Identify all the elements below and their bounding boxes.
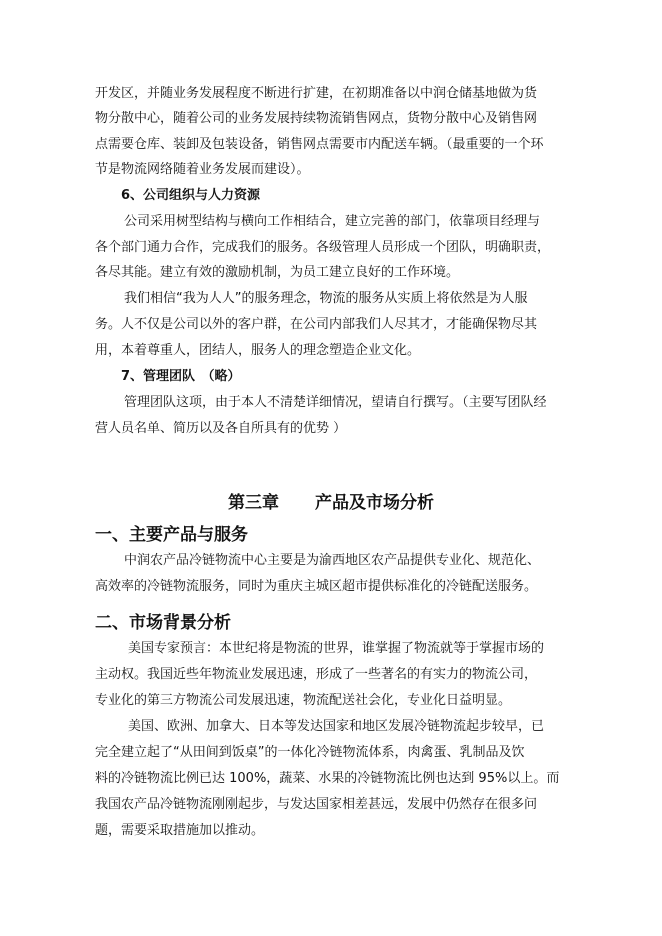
paragraph-line: 我国农产品冷链物流刚刚起步，与发达国家相差甚远，发展中仍然存在很多问	[95, 797, 538, 812]
paragraph-line: 高效率的冷链物流服务，同时为重庆主城区超市提供标准化的冷链配送服务。	[95, 579, 538, 594]
chapter-heading	[0, 488, 662, 513]
paragraph-line: 物分散中心，随着公司的业务发展持续物流销售网点，货物分散中心及销售网	[95, 111, 538, 126]
paragraph-line: 管理团队这项，由于本人不清楚详细情况，望请自行撰写。（主要写团队经	[124, 395, 547, 410]
paragraph-line: 我们相信“我为人人”的服务理念，物流的服务从实质上将依然是为人服	[124, 291, 528, 306]
paragraph-line: 各个部门通力合作，完成我们的服务。各级管理人员形成一个团队，明确职责，	[95, 240, 551, 255]
chapter-number: 第三章	[228, 493, 279, 513]
paragraph-line: 开发区，并随业务发展程度不断进行扩建，在初期准备以中润仓储基地做为货	[95, 86, 538, 101]
paragraph-line: 美国专家预言：本世纪将是物流的世界，谁掌握了物流就等于掌握市场的	[128, 641, 545, 656]
paragraph-line: 点需要仓库、装卸及包装设备，销售网点需要市内配送车辆。（最重要的一个环	[95, 137, 544, 152]
paragraph-line: 料的冷链物流比例已达 100%，蔬菜、水果的冷链物流比例也达到 95%以上。而	[95, 771, 560, 786]
part-1-heading: 一、主要产品与服务	[95, 525, 248, 545]
paragraph-line: 营人员名单、简历以及各自所具有的优势 ）	[95, 421, 347, 436]
paragraph-line: 美国、欧洲、加拿大、日本等发达国家和地区发展冷链物流起步较早，已	[128, 719, 545, 734]
paragraph-line: 各尽其能。建立有效的激励机制，为员工建立良好的工作环境。	[95, 265, 460, 280]
chapter-title: 产品及市场分析	[315, 493, 434, 513]
section-7-title: 7、管理团队 （略）	[121, 369, 241, 384]
paragraph-line: 务。人不仅是公司以外的客户群，在公司内部我们人尽其才，才能确保物尽其	[95, 317, 538, 332]
paragraph-line: 专业化的第三方物流公司发展迅速，物流配送社会化，专业化日益明显。	[95, 693, 512, 708]
paragraph-line: 题，需要采取措施加以推动。	[95, 823, 265, 838]
paragraph-line: 中润农产品冷链物流中心主要是为渝西地区农产品提供专业化、规范化、	[124, 553, 541, 568]
paragraph-line: 节是物流网络随着业务发展而建设）。	[95, 162, 310, 177]
paragraph-line: 用，本着尊重人，团结人，服务人的理念塑造企业文化。	[95, 343, 421, 358]
paragraph-line: 公司采用树型结构与横向工作相结合，建立完善的部门，依靠项目经理与	[124, 214, 541, 229]
paragraph-line: 完全建立起了“从田间到饭桌”的一体化冷链物流体系，肉禽蛋、乳制品及饮	[95, 745, 525, 760]
part-2-heading: 二、市场背景分析	[95, 613, 231, 633]
paragraph-line: 主动权。我国近些年物流业发展迅速，形成了一些著名的有实力的物流公司，	[95, 667, 538, 682]
section-6-title: 6、公司组织与人力资源	[121, 188, 261, 203]
